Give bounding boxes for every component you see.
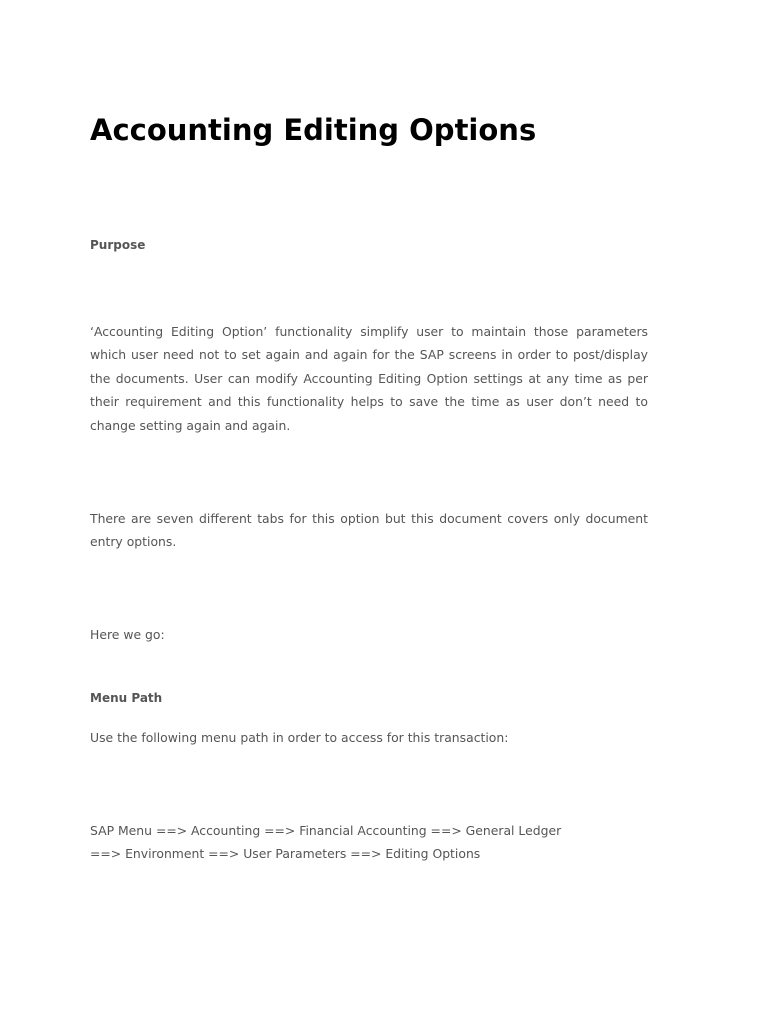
here-we-go-text: Here we go: — [90, 627, 165, 642]
tabs-paragraph — [90, 507, 648, 554]
menu-path-intro: Use the following menu path in order to access for this transaction: — [90, 730, 509, 745]
purpose-paragraph — [90, 320, 648, 437]
purpose-heading: Purpose — [90, 238, 146, 252]
purpose-line: ‘Accounting Editing Option’ functionality simplify user to maintain those parameters — [90, 324, 648, 339]
purpose-line: their requirement and this functionality helps to save the time as user don’t need to — [90, 394, 648, 410]
purpose-line: change setting again and again. — [90, 417, 291, 433]
tabs-line: entry options. — [90, 534, 177, 550]
menu-path-heading: Menu Path — [90, 691, 163, 705]
menu-path-text — [90, 819, 648, 866]
page-title: Accounting Editing Options — [90, 113, 537, 147]
tabs-line: There are seven different tabs for this option but this document covers only document — [90, 511, 648, 526]
purpose-line: which user need not to set again and again for the SAP screens in order to post/display — [90, 347, 648, 363]
menu-path-line: ==> Environment ==> User Parameters ==> Editing Options — [90, 846, 481, 862]
menu-path-line: SAP Menu ==> Accounting ==> Financial Accounting ==> General Ledger — [90, 823, 562, 838]
purpose-line: the documents. User can modify Accounting Editing Option settings at any time as per — [90, 370, 648, 386]
